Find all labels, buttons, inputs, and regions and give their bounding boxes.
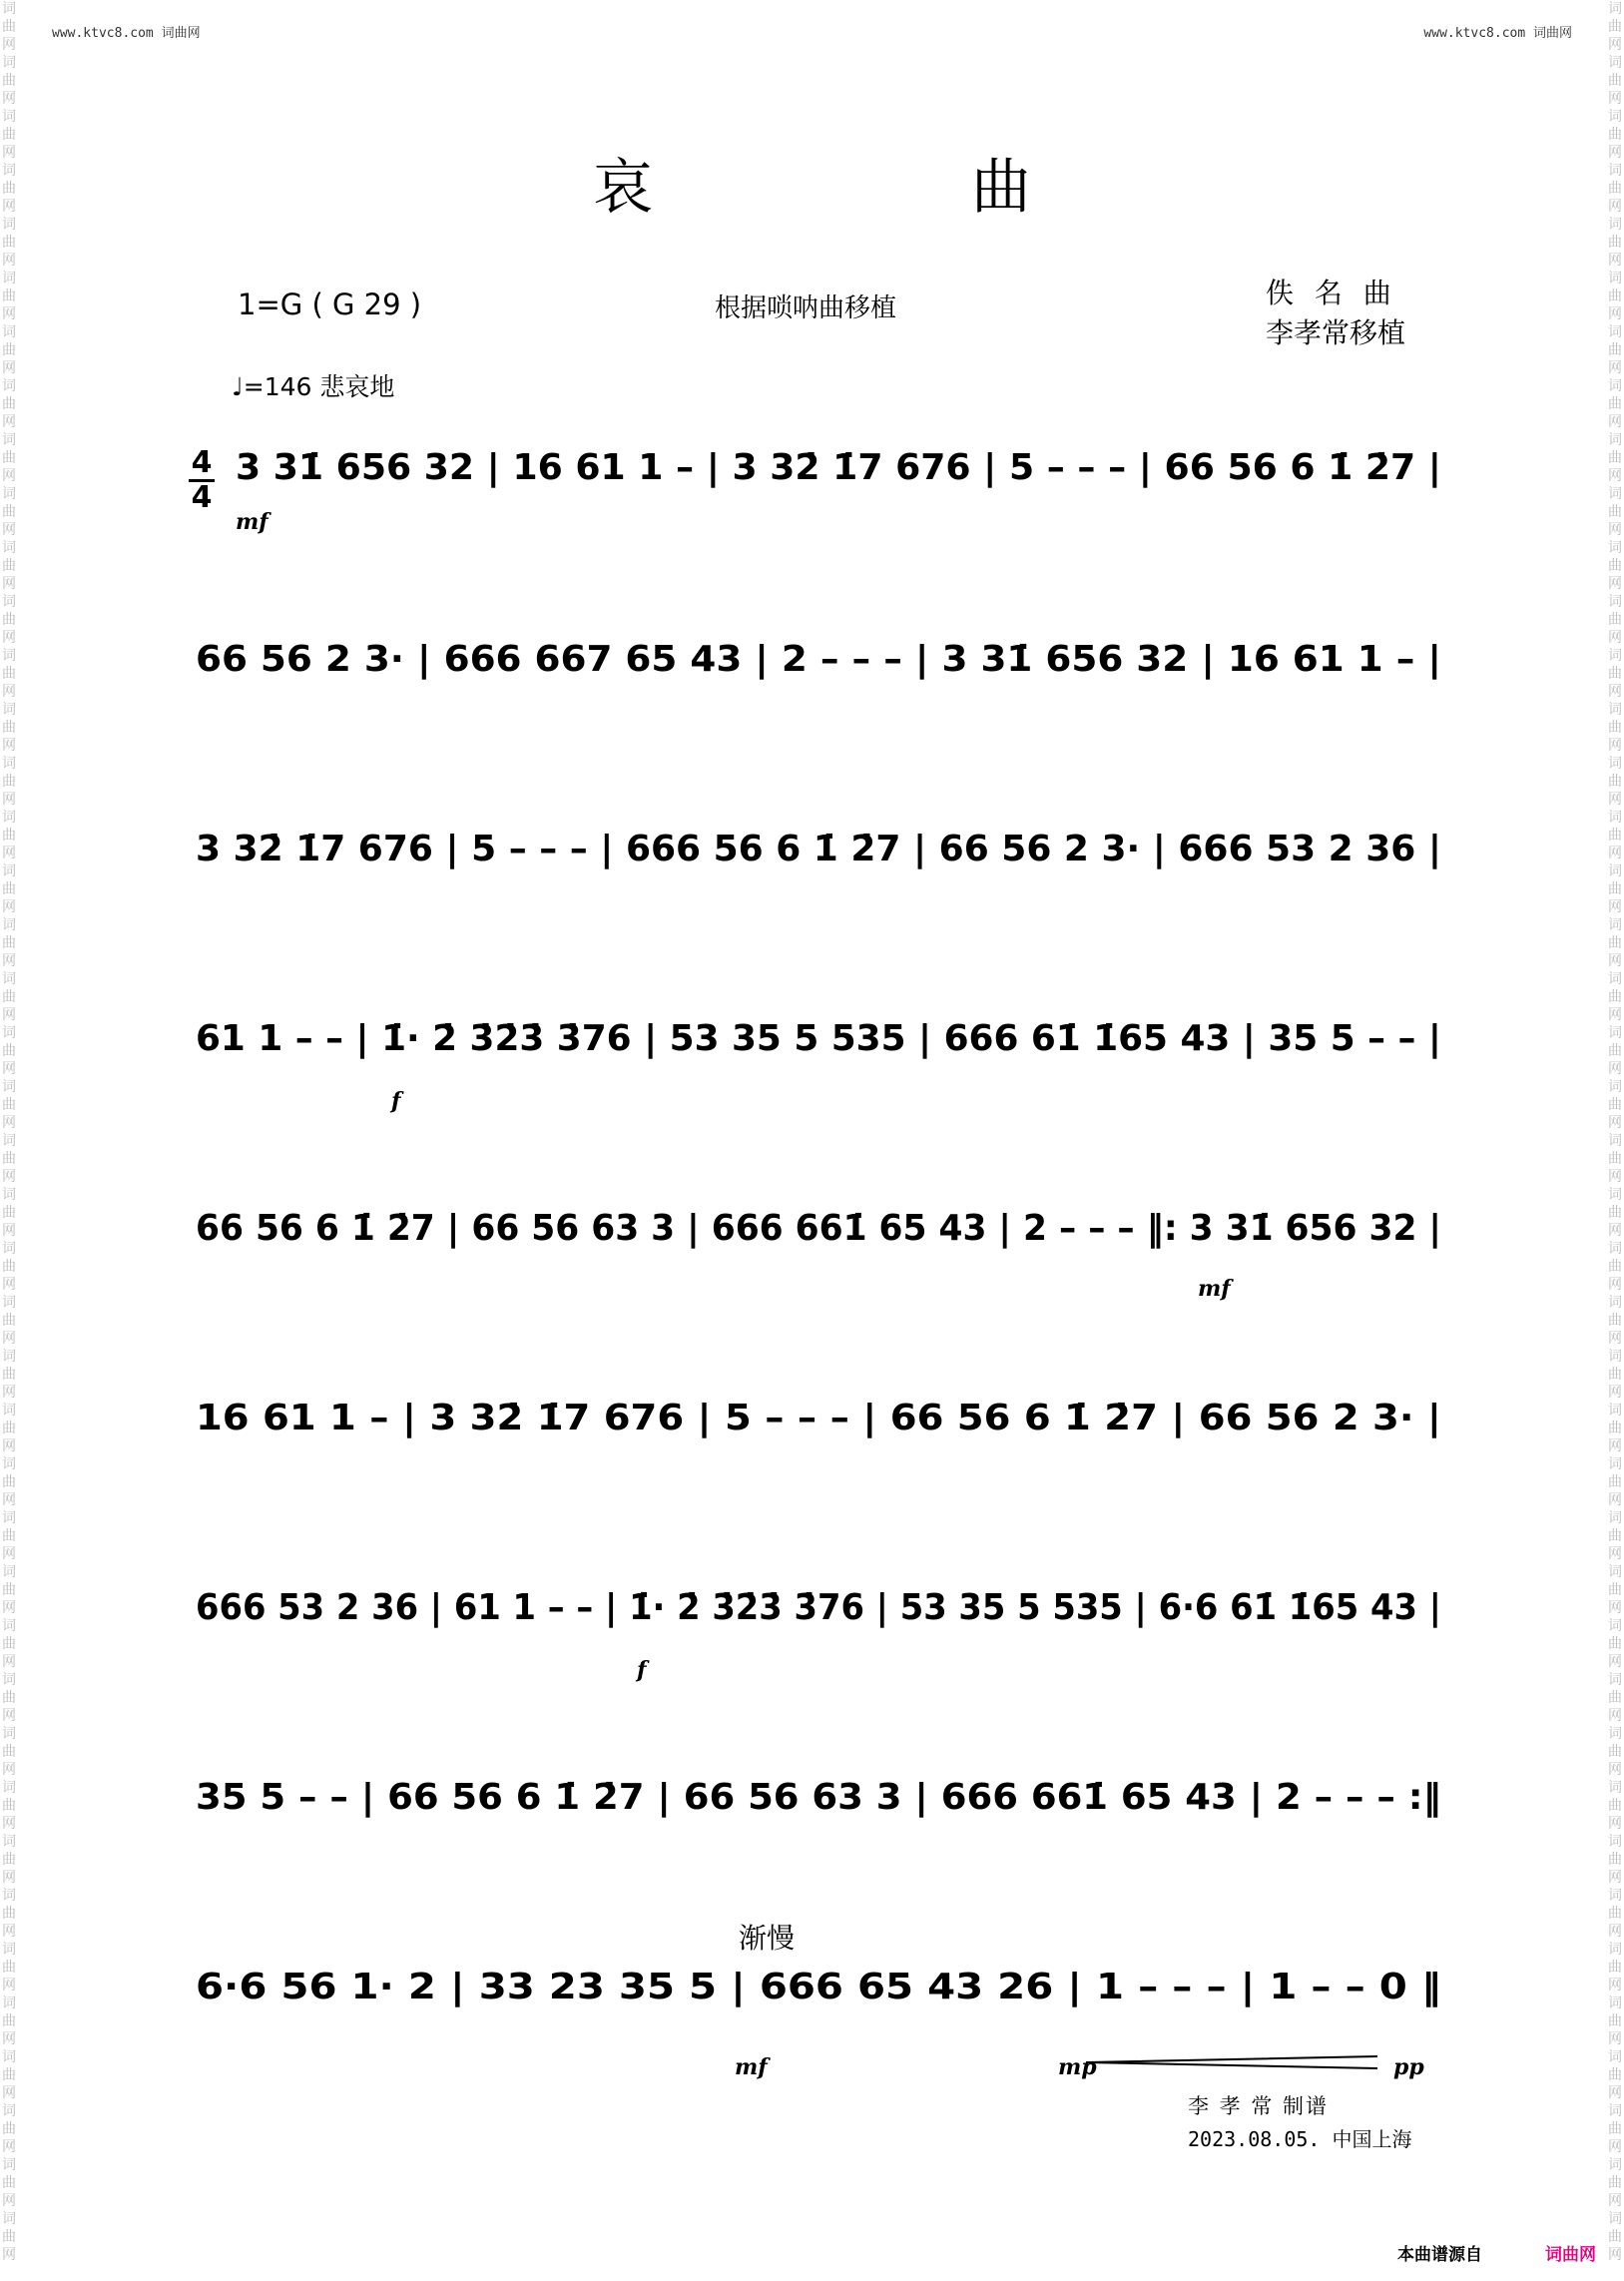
side-watermark-glyph: 词: [2, 1834, 16, 1850]
side-watermark-glyph: 曲: [1608, 1636, 1622, 1652]
side-watermark-glyph: 曲: [2, 1474, 16, 1490]
dynamic-marking: f: [637, 1657, 647, 1683]
side-watermark-glyph: 曲: [2, 1852, 16, 1868]
side-watermark-glyph: 曲: [1608, 1852, 1622, 1868]
side-watermark-glyph: 网: [2, 1223, 16, 1239]
notation-row-text: 3 31̇ 656 32 | 16 61 1 – | 3 32̇ 1̇7 676 | 5 – – – | 66 56 6 1̇ 2̇7 |: [236, 447, 1441, 488]
side-watermark-glyph: 词: [2, 55, 16, 71]
side-watermark-glyph: 曲: [1608, 1582, 1622, 1598]
side-watermark-glyph: 词: [2, 1780, 16, 1796]
side-watermark-glyph: 网: [1608, 1654, 1622, 1670]
side-watermark-glyph: 词: [2, 1241, 16, 1257]
side-watermark-glyph: 曲: [2, 19, 16, 35]
side-watermark-glyph: 曲: [1608, 181, 1622, 197]
side-watermark-glyph: 网: [1608, 414, 1622, 430]
side-watermark-glyph: 网: [1608, 1600, 1622, 1616]
side-watermark-glyph: 词: [2, 863, 16, 879]
side-watermark-glyph: 曲: [1608, 2121, 1622, 2137]
side-watermark-glyph: 词: [1608, 1456, 1622, 1472]
side-watermark-glyph: 曲: [2, 181, 16, 197]
side-watermark-glyph: 词: [1608, 863, 1622, 879]
side-watermark-glyph: 网: [1608, 468, 1622, 484]
side-watermark-glyph: 网: [1608, 1924, 1622, 1940]
side-watermark-glyph: 词: [2, 917, 16, 933]
side-watermark-glyph: 词: [1608, 1079, 1622, 1095]
side-watermark-glyph: 曲: [1608, 2175, 1622, 2191]
side-watermark-glyph: 曲: [2, 396, 16, 412]
side-watermark-glyph: 曲: [2, 504, 16, 520]
side-watermark-glyph: 词: [2, 756, 16, 772]
side-watermark-glyph: 网: [2, 1816, 16, 1832]
side-watermark-glyph: 词: [2, 1726, 16, 1742]
side-watermark-glyph: 词: [2, 1187, 16, 1203]
side-watermark-glyph: 网: [1608, 1978, 1622, 1994]
side-watermark-glyph: 网: [2, 145, 16, 161]
side-watermark-glyph: 曲: [1608, 73, 1622, 89]
side-watermark-glyph: 曲: [2, 989, 16, 1005]
side-watermark-glyph: 网: [1608, 1223, 1622, 1239]
side-watermark-glyph: 网: [2, 1007, 16, 1023]
side-watermark-glyph: 词: [2, 1618, 16, 1634]
side-watermark-glyph: 曲: [1608, 1259, 1622, 1275]
side-watermark-glyph: 网: [1608, 522, 1622, 538]
side-watermark-glyph: 曲: [1608, 1205, 1622, 1221]
side-watermark-glyph: 网: [2, 2085, 16, 2101]
notation-row-text: 6·6 56 1· 2 | 33 23 35 5 | 666 65 43 26 | 1 – – – | 1 – – 0 ‖: [196, 1967, 1441, 2007]
side-watermark-glyph: 网: [2, 953, 16, 969]
side-watermark-glyph: 词: [1608, 1672, 1622, 1688]
composer-credit: 佚 名 曲: [1266, 277, 1397, 309]
side-watermark-glyph: 曲: [2, 720, 16, 736]
side-watermark-glyph: 曲: [1608, 1421, 1622, 1436]
side-watermark-glyph: 词: [2, 2049, 16, 2065]
side-watermark-glyph: 曲: [1608, 1744, 1622, 1760]
side-watermark-glyph: 词: [1608, 1133, 1622, 1149]
side-watermark-glyph: 词: [2, 163, 16, 179]
notation-row: [196, 1777, 1441, 1823]
side-watermark-glyph: 网: [2, 2031, 16, 2047]
side-watermark-glyph: 网: [1608, 846, 1622, 861]
notation-row-text: 66 56 2 3· | 666 667 65 43 | 2 – – – | 3 31̇ 656 32 | 16 61 1 – |: [196, 639, 1441, 680]
side-watermark-glyph: 词: [1608, 2211, 1622, 2227]
side-watermark-glyph: 词: [1608, 271, 1622, 286]
notation-row-text: 66 56 6 1̇ 2̇7 | 66 56 63 3 | 666 661̇ 65 43 | 2 – – – ‖: 3 31̇ 656 32 |: [196, 1208, 1441, 1249]
side-watermark-glyph: 词: [1608, 1942, 1622, 1958]
side-watermark-glyph: 网: [1608, 738, 1622, 754]
side-watermark-glyph: 词: [2, 1079, 16, 1095]
side-watermark-glyph: 网: [1608, 576, 1622, 592]
side-watermark-glyph: 曲: [1608, 2229, 1622, 2245]
side-watermark-glyph: 词: [1608, 1187, 1622, 1203]
side-watermark-glyph: 网: [1608, 1169, 1622, 1185]
side-watermark-glyph: 词: [1608, 540, 1622, 556]
side-watermark-glyph: 曲: [2, 828, 16, 844]
side-watermark-glyph: 词: [1608, 1834, 1622, 1850]
side-watermark-glyph: 网: [1608, 145, 1622, 161]
side-watermark-glyph: 词: [1608, 1564, 1622, 1580]
side-watermark-glyph: 网: [1608, 953, 1622, 969]
notation-row-text: 666 53 2 36 | 61 1 – – | 1̇· 2̇ 3̇2̇3̇ 3̇76 | 53 35 5 535 | 6·6 61̇ 1̇65 43 |: [196, 1587, 1441, 1628]
side-watermark-glyph: 网: [2, 738, 16, 754]
score-title: 哀 曲: [592, 153, 1182, 223]
date-place: 2023.08.05. 中国上海: [1188, 2127, 1412, 2151]
side-watermark-glyph: 词: [1608, 1888, 1622, 1904]
side-watermark-glyph: 词: [1608, 1726, 1622, 1742]
side-watermark-glyph: 词: [2, 271, 16, 286]
side-watermark-glyph: 词: [1608, 917, 1622, 933]
side-watermark-glyph: 曲: [1608, 450, 1622, 466]
side-watermark-glyph: 曲: [1608, 1906, 1622, 1922]
side-watermark-glyph: 词: [1608, 2049, 1622, 2065]
side-watermark-glyph: 曲: [2, 2175, 16, 2191]
side-watermark-glyph: 曲: [1608, 504, 1622, 520]
side-watermark-glyph: 曲: [2, 666, 16, 682]
notation-row: [196, 1398, 1441, 1443]
notation-row: [196, 1208, 1441, 1254]
side-watermark-glyph: 曲: [2, 1421, 16, 1436]
side-watermark-glyph: 网: [1608, 1546, 1622, 1562]
side-watermark-glyph: 曲: [2, 1582, 16, 1598]
side-watermark-glyph: 网: [2, 1385, 16, 1401]
side-watermark-glyph: 网: [2, 1870, 16, 1886]
side-watermark-glyph: 网: [2, 846, 16, 861]
side-watermark-glyph: 词: [2, 1564, 16, 1580]
side-watermark-glyph: 网: [2, 306, 16, 322]
side-watermark-glyph: 网: [2, 2247, 16, 2263]
notation-row: [196, 1587, 1441, 1633]
side-watermark-glyph: 网: [2, 2139, 16, 2155]
side-watermark-glyph: 网: [1608, 1331, 1622, 1347]
side-watermark-glyph: 曲: [2, 2013, 16, 2029]
side-watermark-glyph: 词: [1608, 756, 1622, 772]
side-watermark-glyph: 词: [1608, 1618, 1622, 1634]
side-watermark-glyph: 曲: [2, 1528, 16, 1544]
side-watermark-glyph: 曲: [2, 1960, 16, 1976]
side-watermark-glyph: 曲: [1608, 1151, 1622, 1167]
side-watermark-glyph: 词: [1608, 1996, 1622, 2011]
side-watermark-glyph: 词: [2, 2157, 16, 2173]
side-watermark-glyph: 词: [2, 1942, 16, 1958]
side-watermark-glyph: 网: [1608, 2139, 1622, 2155]
notation-row: [196, 1018, 1441, 1064]
side-watermark-glyph: 词: [1608, 702, 1622, 718]
side-watermark-glyph: 曲: [2, 774, 16, 790]
side-watermark-glyph: 曲: [1608, 1798, 1622, 1814]
side-watermark-glyph: 网: [1608, 1061, 1622, 1077]
dynamic-marking: pp: [1393, 2054, 1424, 2080]
side-watermark-glyph: 词: [1608, 1403, 1622, 1419]
side-watermark-glyph: 词: [2, 1996, 16, 2011]
side-watermark-glyph: 词: [1608, 1510, 1622, 1526]
side-watermark-glyph: 曲: [2, 1097, 16, 1113]
side-watermark-glyph: 词: [2, 217, 16, 233]
side-watermark-glyph: 网: [2, 1492, 16, 1508]
side-watermark-glyph: 曲: [2, 342, 16, 358]
dynamic-marking: mf: [735, 2054, 768, 2080]
side-watermark-glyph: 网: [2, 2193, 16, 2209]
side-watermark-glyph: 网: [2, 1438, 16, 1454]
side-watermark-glyph: 词: [2, 1025, 16, 1041]
side-watermark-glyph: 网: [2, 576, 16, 592]
side-watermark-glyph: 曲: [2, 1205, 16, 1221]
side-watermark-glyph: 网: [1608, 1007, 1622, 1023]
notation-row: [196, 829, 1441, 874]
dynamic-marking: mf: [1198, 1276, 1231, 1302]
side-watermark-glyph: 词: [2, 1456, 16, 1472]
side-watermark-glyph: 曲: [2, 1636, 16, 1652]
maker-credit: 李 孝 常 制谱: [1188, 2094, 1330, 2118]
side-watermark-glyph: 曲: [2, 935, 16, 951]
side-watermark-glyph: 词: [1608, 1025, 1622, 1041]
side-watermark-glyph: 曲: [1608, 288, 1622, 304]
side-watermark-glyph: 网: [1608, 306, 1622, 322]
dynamic-marking: mf: [236, 509, 269, 535]
dynamic-marking: f: [391, 1088, 401, 1114]
side-watermark-glyph: 曲: [2, 1043, 16, 1059]
side-watermark-glyph: 曲: [1608, 666, 1622, 682]
side-watermark-glyph: 网: [2, 253, 16, 269]
side-watermark-glyph: 曲: [1608, 1960, 1622, 1976]
side-watermark-glyph: 网: [1608, 899, 1622, 915]
side-watermark-glyph: 词: [1608, 378, 1622, 394]
side-watermark-glyph: 网: [2, 630, 16, 646]
side-watermark-glyph: 网: [1608, 2085, 1622, 2101]
side-watermark-glyph: 词: [1608, 2103, 1622, 2119]
side-watermark-glyph: 网: [1608, 360, 1622, 376]
decrescendo-hairpin: [1086, 2056, 1377, 2068]
side-watermark-glyph: 曲: [1608, 1528, 1622, 1544]
side-watermark-glyph: 词: [2, 1295, 16, 1311]
side-watermark-glyph: 曲: [2, 612, 16, 628]
side-watermark-glyph: 词: [1608, 55, 1622, 71]
notation-row: [196, 639, 1441, 685]
side-watermark-glyph: 词: [2, 2103, 16, 2119]
side-watermark-glyph: 词: [2, 432, 16, 448]
side-watermark-glyph: 网: [1608, 1277, 1622, 1293]
time-signature-bottom: 4: [191, 480, 213, 515]
side-watermark-glyph: 网: [1608, 91, 1622, 107]
side-watermark-glyph: 曲: [1608, 1313, 1622, 1329]
side-watermark-glyph: 曲: [2, 2121, 16, 2137]
side-watermark-glyph: 曲: [2, 1313, 16, 1329]
side-watermark-glyph: 网: [1608, 1492, 1622, 1508]
side-watermark-glyph: 词: [2, 540, 16, 556]
side-watermark-glyph: 词: [2, 2211, 16, 2227]
side-watermark-glyph: 词: [1608, 217, 1622, 233]
side-watermark-glyph: 词: [1608, 1241, 1622, 1257]
side-watermark-glyph: 网: [1608, 1438, 1622, 1454]
side-watermark-glyph: 曲: [1608, 342, 1622, 358]
side-watermark-glyph: 词: [1608, 486, 1622, 502]
side-watermark-glyph: 曲: [1608, 1474, 1622, 1490]
side-watermark-glyph: 曲: [2, 127, 16, 143]
side-watermark-glyph: 词: [2, 648, 16, 664]
side-watermark-glyph: 曲: [1608, 2067, 1622, 2083]
top-right-watermark: www.ktvc8.com 词曲网: [1423, 26, 1572, 41]
side-watermark-glyph: 词: [1608, 648, 1622, 664]
side-watermark-glyph: 曲: [1608, 1097, 1622, 1113]
side-watermark-glyph: 词: [2, 378, 16, 394]
side-watermark-glyph: 网: [2, 414, 16, 430]
side-watermark-glyph: 词: [1608, 1780, 1622, 1796]
side-watermark-glyph: 曲: [1608, 2013, 1622, 2029]
side-watermark-glyph: 网: [1608, 630, 1622, 646]
side-watermark-glyph: 曲: [1608, 881, 1622, 897]
side-watermark-glyph: 网: [1608, 37, 1622, 53]
tempo-marking: ♩=146 悲哀地: [232, 372, 395, 401]
side-watermark-glyph: 词: [1608, 1295, 1622, 1311]
rit-marking: 渐慢: [739, 1922, 796, 1955]
side-watermark-glyph: 曲: [2, 1798, 16, 1814]
top-left-watermark: www.ktvc8.com 词曲网: [52, 26, 201, 41]
side-watermark-glyph: 曲: [1608, 720, 1622, 736]
side-watermark-glyph: 网: [2, 1600, 16, 1616]
side-watermark-glyph: 曲: [1608, 1043, 1622, 1059]
side-watermark-glyph: 词: [2, 1672, 16, 1688]
side-watermark-glyph: 曲: [2, 558, 16, 574]
side-watermark-glyph: 词: [2, 486, 16, 502]
side-watermark-glyph: 曲: [1608, 828, 1622, 844]
side-watermark-glyph: 网: [2, 199, 16, 215]
notation-row-text: 61 1 – – | 1̇· 2̇ 3̇2̇3̇ 3̇76 | 53 35 5 535 | 666 61̇ 1̇65 43 | 35 5 – – |: [196, 1018, 1441, 1059]
side-watermark-glyph: 网: [2, 1708, 16, 1724]
side-watermark-glyph: 网: [1608, 1708, 1622, 1724]
side-watermark-glyph: 词: [2, 1133, 16, 1149]
side-watermark-glyph: 网: [2, 1978, 16, 1994]
side-watermark-glyph: 网: [1608, 1762, 1622, 1778]
side-watermark-glyph: 曲: [2, 2229, 16, 2245]
side-watermark-glyph: 词: [2, 1403, 16, 1419]
time-signature-top: 4: [191, 445, 213, 480]
side-watermark-glyph: 词: [1608, 971, 1622, 987]
side-watermark-glyph: 曲: [1608, 19, 1622, 35]
side-watermark-glyph: 网: [1608, 1385, 1622, 1401]
side-watermark-glyph: 网: [1608, 199, 1622, 215]
side-watermark-glyph: 曲: [1608, 774, 1622, 790]
side-watermark-glyph: 曲: [2, 2067, 16, 2083]
side-watermark-glyph: 网: [2, 1277, 16, 1293]
side-watermark-glyph: 词: [1608, 2157, 1622, 2173]
side-watermark-glyph: 网: [2, 1061, 16, 1077]
side-watermark-glyph: 词: [2, 109, 16, 125]
side-watermark-glyph: 网: [1608, 253, 1622, 269]
side-watermark-glyph: 词: [2, 810, 16, 826]
side-watermark-glyph: 曲: [2, 1367, 16, 1383]
side-watermark-glyph: 网: [1608, 1115, 1622, 1131]
notation-row-text: 3 32̇ 1̇7 676 | 5 – – – | 666 56 6 1̇ 2̇7 | 66 56 2 3· | 666 53 2 36 |: [196, 829, 1441, 869]
side-watermark-glyph: 曲: [2, 73, 16, 89]
side-watermark-glyph: 词: [1608, 810, 1622, 826]
side-watermark-glyph: 网: [2, 1924, 16, 1940]
side-watermark-glyph: 曲: [2, 288, 16, 304]
side-watermark-glyph: 网: [2, 1115, 16, 1131]
side-watermark-glyph: 词: [1608, 324, 1622, 340]
side-watermark-glyph: 词: [1608, 1349, 1622, 1365]
notation-row: [196, 1967, 1441, 2012]
side-watermark-glyph: 曲: [1608, 1690, 1622, 1706]
side-watermark-glyph: 网: [1608, 2031, 1622, 2047]
side-watermark-glyph: 网: [1608, 1870, 1622, 1886]
arranger-credit: 李孝常移植: [1266, 316, 1406, 349]
side-watermark-glyph: 网: [2, 1654, 16, 1670]
key-signature: 1=G ( G 29 ): [238, 287, 422, 321]
side-watermark-glyph: 曲: [2, 450, 16, 466]
side-watermark-glyph: 词: [2, 594, 16, 610]
source-note: 根据唢呐曲移植: [715, 293, 897, 323]
side-watermark-glyph: 网: [2, 1762, 16, 1778]
footer-site-link[interactable]: 词曲网: [1545, 2245, 1596, 2265]
side-watermark-glyph: 曲: [2, 1744, 16, 1760]
side-watermark-glyph: 曲: [2, 235, 16, 251]
side-watermark-glyph: 曲: [2, 1906, 16, 1922]
side-watermark-glyph: 网: [2, 792, 16, 808]
side-watermark-glyph: 网: [2, 899, 16, 915]
side-watermark-glyph: 曲: [1608, 396, 1622, 412]
notation-row-text: 35 5 – – | 66 56 6 1̇ 2̇7 | 66 56 63 3 | 666 661̇ 65 43 | 2 – – – :‖: [196, 1777, 1441, 1818]
side-watermark-glyph: 曲: [2, 1151, 16, 1167]
side-watermark-glyph: 网: [1608, 1816, 1622, 1832]
side-watermark-glyph: 网: [2, 1331, 16, 1347]
side-watermark-glyph: 网: [2, 1169, 16, 1185]
side-watermark-glyph: 网: [2, 91, 16, 107]
side-watermark-glyph: 词: [1608, 594, 1622, 610]
side-watermark-glyph: 网: [2, 684, 16, 700]
side-watermark-glyph: 网: [2, 468, 16, 484]
side-watermark-glyph: 曲: [2, 881, 16, 897]
side-watermark-glyph: 曲: [1608, 935, 1622, 951]
side-watermark-glyph: 词: [2, 1888, 16, 1904]
side-watermark-glyph: 词: [1608, 1, 1622, 17]
side-watermark-glyph: 词: [2, 1349, 16, 1365]
side-watermark-glyph: 曲: [1608, 989, 1622, 1005]
notation-row: [236, 447, 1441, 493]
side-watermark-glyph: 词: [2, 324, 16, 340]
side-watermark-glyph: 词: [2, 702, 16, 718]
notation-row-text: 16 61 1 – | 3 32̇ 1̇7 676 | 5 – – – | 66 56 6 1̇ 2̇7 | 66 56 2 3· |: [196, 1398, 1441, 1438]
side-watermark-glyph: 词: [2, 1, 16, 17]
side-watermark-glyph: 曲: [2, 1690, 16, 1706]
side-watermark-glyph: 词: [1608, 163, 1622, 179]
side-watermark-glyph: 网: [1608, 2247, 1622, 2263]
side-watermark-glyph: 曲: [1608, 235, 1622, 251]
side-watermark-glyph: 曲: [1608, 612, 1622, 628]
side-watermark-glyph: 网: [2, 37, 16, 53]
side-watermark-glyph: 曲: [1608, 1367, 1622, 1383]
side-watermark-glyph: 网: [1608, 684, 1622, 700]
side-watermark-glyph: 网: [2, 522, 16, 538]
side-watermark-glyph: 词: [1608, 109, 1622, 125]
side-watermark-glyph: 词: [2, 1510, 16, 1526]
side-watermark-glyph: 网: [2, 1546, 16, 1562]
side-watermark-glyph: 曲: [2, 1259, 16, 1275]
footer-source-label: 本曲谱源自: [1397, 2245, 1482, 2265]
side-watermark-glyph: 词: [2, 971, 16, 987]
side-watermark-glyph: 曲: [1608, 127, 1622, 143]
dynamic-marking: mp: [1058, 2054, 1097, 2080]
side-watermark-glyph: 曲: [1608, 558, 1622, 574]
side-watermark-glyph: 网: [1608, 792, 1622, 808]
side-watermark-glyph: 网: [1608, 2193, 1622, 2209]
side-watermark-glyph: 词: [1608, 432, 1622, 448]
side-watermark-glyph: 网: [2, 360, 16, 376]
